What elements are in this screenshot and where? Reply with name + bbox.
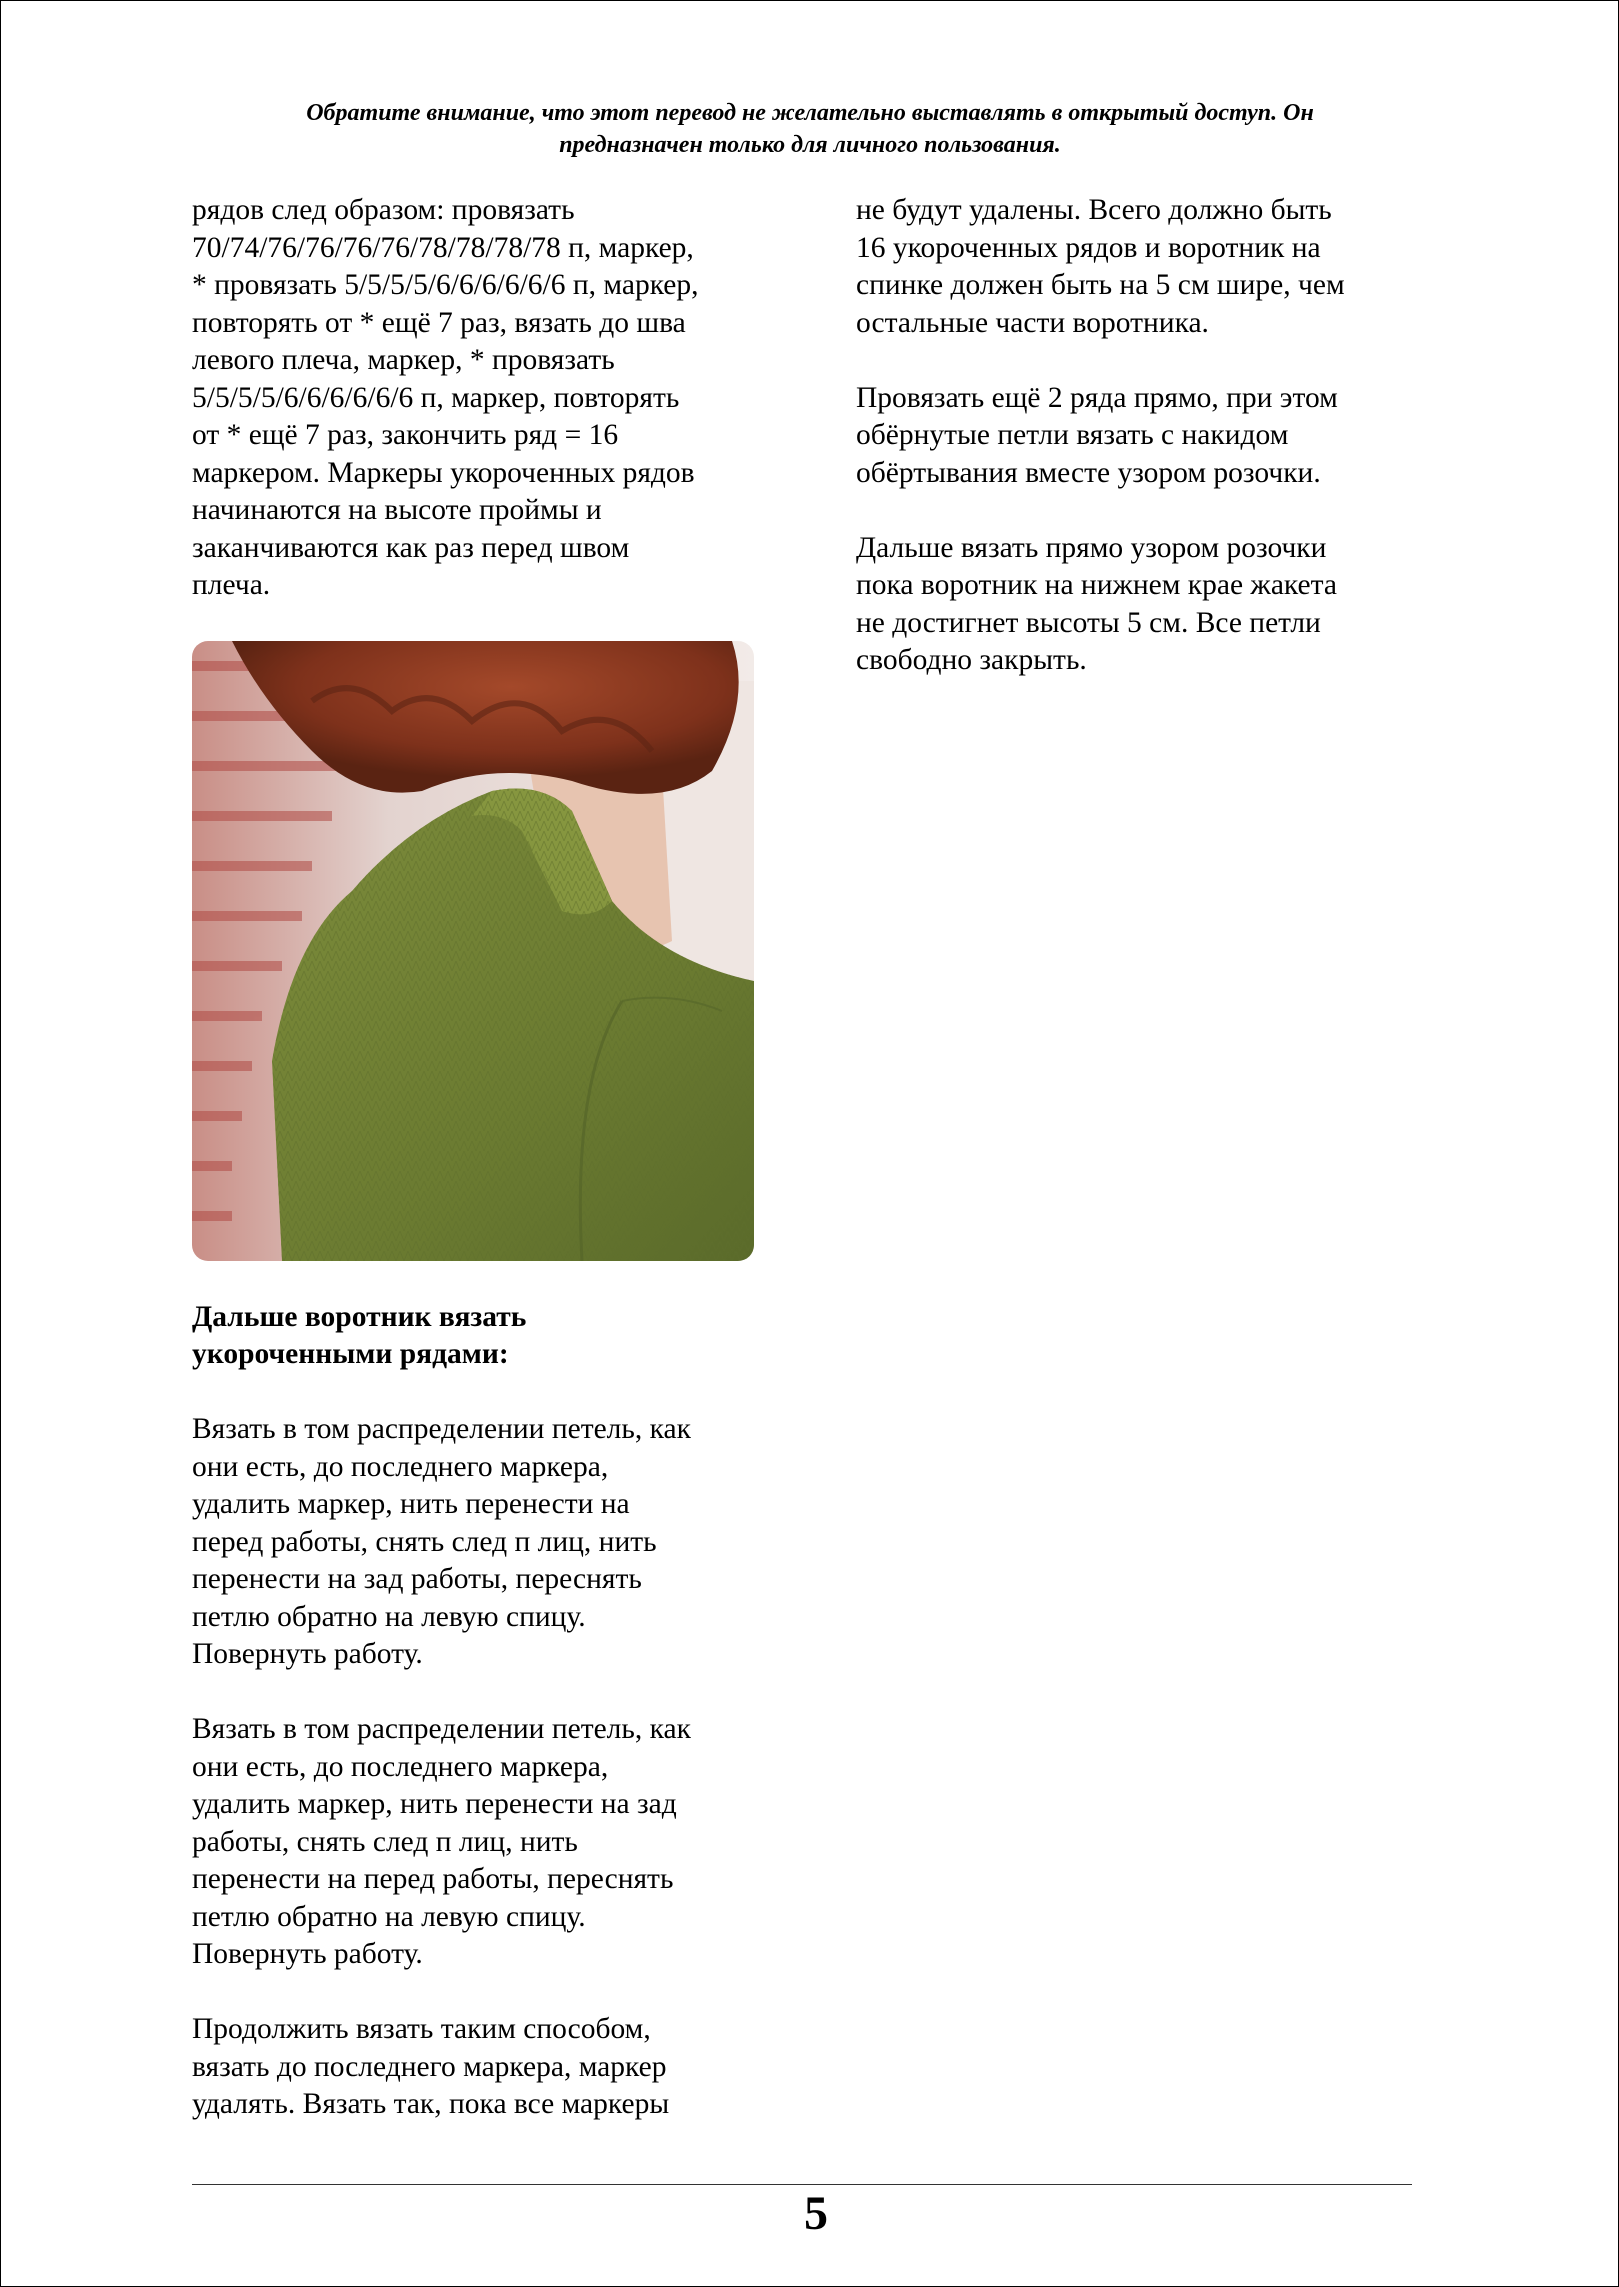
privacy-notice-text: Обратите внимание, что этот перевод не желательно выставлять в открытый доступ. Он предназначен только для личного пользования. <box>306 100 1314 158</box>
collar-short-rows-heading: Дальше воротник вязать укороченными рядами: <box>192 1300 527 1370</box>
left-column <box>192 192 772 2124</box>
short-row-step-2-paragraph: Вязать в том распределении петель, как они есть, до последнего маркера, удалить маркер, нить перенести на зад работы, снять след п лиц, нить перенести на перед работы, переснять петлю обратно на левую спицу. Повернуть работу. <box>192 1713 691 1970</box>
finish-collar-paragraph: Дальше вязать прямо узором розочки пока воротник на нижнем крае жакета не достигнет высоты 5 см. Все петли свободно закрыть. <box>856 531 1337 676</box>
knitted-collar-photo-icon <box>192 641 754 1261</box>
short-row-step-1-paragraph: Вязать в том распределении петель, как они есть, до последнего маркера, удалить маркер, нить перенести на перед работы, снять след п лиц, нить перенести на зад работы, переснять петлю обратно на левую спицу. Повернуть работу. <box>192 1413 691 1670</box>
continue-paragraph: Продолжить вязать таким способом, вязать до последнего маркера, маркер удалять. Вязать так, пока все маркеры <box>192 2013 670 2120</box>
right-column <box>856 192 1436 680</box>
markers-removed-paragraph: не будут удалены. Всего должно быть 16 укороченных рядов и воротник на спинке должен быть на 5 см шире, чем остальные части воротника. <box>856 194 1345 339</box>
sweater-collar-photo <box>192 641 754 1261</box>
two-rows-straight-paragraph: Провязать ещё 2 ряда прямо, при этом обёрнутые петли вязать с накидом обёртывания вместе узором розочки. <box>856 381 1338 489</box>
short-rows-intro-paragraph: рядов след образом: провязать 70/74/76/76/76/76/78/78/78/78 п, маркер, * провязать 5/5/5/5/6/6/6/6/6/6 п, маркер, повторять от * ещё 7 раз, вязать до шва левого плеча, маркер, * провязать 5/5/5/5/6/6/6/6/6/6 п, маркер, повторять от * ещё 7 раз, закончить ряд = 16 маркером. Маркеры укороченных рядов начинаются на высоте проймы и заканчиваются как раз перед швом плеча. <box>192 194 699 601</box>
page-number: 5 <box>804 2187 828 2240</box>
privacy-notice <box>220 97 1400 161</box>
